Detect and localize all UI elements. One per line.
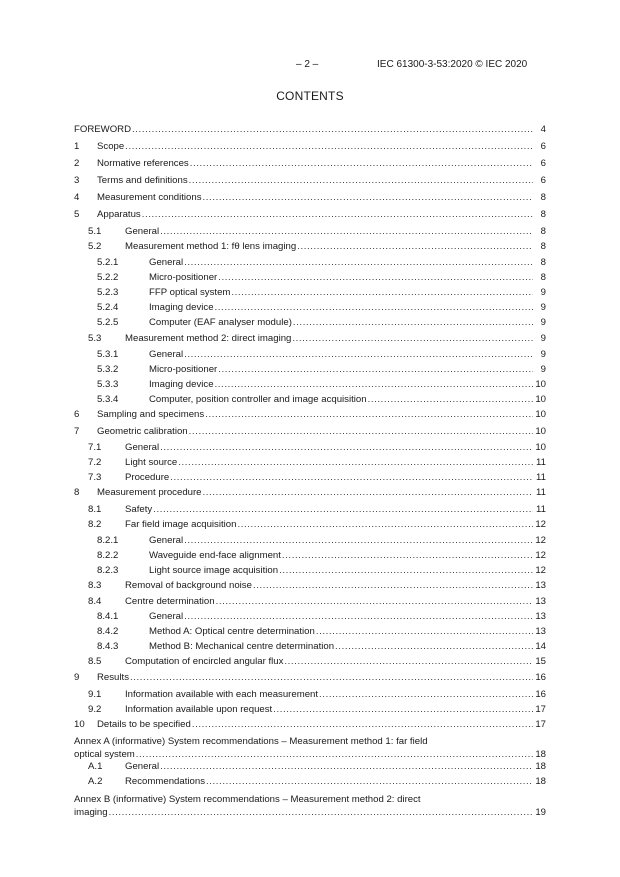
toc-entry[interactable] xyxy=(74,518,546,531)
toc-entry-number: 10 xyxy=(74,719,85,730)
toc-entry-number: 6 xyxy=(74,409,80,420)
toc-entry[interactable] xyxy=(74,534,546,547)
toc-entry[interactable] xyxy=(74,393,546,406)
toc-entry-number: 7 xyxy=(74,426,80,437)
toc-entry-title: Measurement conditions xyxy=(97,192,202,203)
toc-entry-number: 5.2.2 xyxy=(97,272,119,283)
dot-leader xyxy=(284,655,533,668)
dot-leader xyxy=(184,534,533,547)
toc-entry-title: optical system xyxy=(74,749,135,760)
dot-leader xyxy=(170,471,533,484)
toc-entry[interactable] xyxy=(74,441,546,454)
toc-entry-number: 3 xyxy=(74,175,80,186)
dot-leader xyxy=(184,348,533,361)
toc-entry-page: 8 xyxy=(540,272,546,283)
toc-entry-number: 8.5 xyxy=(88,656,102,667)
toc-entry-title: FOREWORD xyxy=(74,124,132,135)
dot-leader xyxy=(189,174,533,187)
toc-entry-number: 5.2.1 xyxy=(97,257,119,268)
dot-leader xyxy=(189,425,533,438)
toc-entry[interactable] xyxy=(74,625,546,638)
toc-entry-page: 12 xyxy=(535,550,546,561)
dot-leader xyxy=(231,286,533,299)
toc-entry-title-line1: Annex A (informative) System recommendations – Measurement method 1: far field xyxy=(74,736,428,747)
toc-entry-number: 5.2.5 xyxy=(97,317,119,328)
dot-leader xyxy=(205,408,533,421)
dot-leader xyxy=(273,703,533,716)
toc-entry[interactable] xyxy=(74,735,546,761)
dot-leader xyxy=(160,760,533,773)
toc-entry-page: 16 xyxy=(535,672,546,683)
toc-entry-number: 9.2 xyxy=(88,704,102,715)
toc-entry-page: 18 xyxy=(535,761,546,772)
toc-entry-page: 13 xyxy=(535,611,546,622)
toc-entry-page: 8 xyxy=(540,192,546,203)
toc-entry-page: 8 xyxy=(540,209,546,220)
dot-leader xyxy=(160,441,533,454)
document-id: IEC 61300-3-53:2020 © IEC 2020 xyxy=(377,59,528,70)
toc-entry-number: 8.4 xyxy=(88,596,102,607)
dot-leader xyxy=(130,671,533,684)
toc-entry-page: 13 xyxy=(535,580,546,591)
toc-entry-title: Measurement method 1: fθ lens imaging xyxy=(125,241,297,252)
dot-leader xyxy=(153,503,533,516)
toc-entry-title: Computation of encircled angular flux xyxy=(125,656,284,667)
page-title: CONTENTS xyxy=(276,89,344,103)
page-number: – 2 – xyxy=(296,59,319,70)
toc-entry-page: 10 xyxy=(535,379,546,390)
toc-entry-number: 5.3.2 xyxy=(97,364,119,375)
toc-entry-page: 11 xyxy=(536,504,546,515)
toc-entry-title: General xyxy=(125,442,160,453)
toc-entry-title: Computer (EAF analyser module) xyxy=(149,317,292,328)
dot-leader xyxy=(319,688,533,701)
toc-entry-title: Light source image acquisition xyxy=(149,565,279,576)
toc-entry-title: Micro-positioner xyxy=(149,272,218,283)
dot-leader xyxy=(132,123,533,136)
toc-entry-number: 5.3.3 xyxy=(97,379,119,390)
dot-leader xyxy=(218,363,533,376)
toc-entry-page: 8 xyxy=(540,257,546,268)
dot-leader xyxy=(125,140,533,153)
toc-entry[interactable] xyxy=(74,610,546,623)
toc-entry-number: 9.1 xyxy=(88,689,102,700)
dot-leader xyxy=(335,640,533,653)
toc-entry-page: 6 xyxy=(540,141,546,152)
toc-entry[interactable] xyxy=(74,240,546,253)
toc-entry-page: 14 xyxy=(535,641,546,652)
dot-leader xyxy=(293,316,533,329)
toc-entry-number: 5 xyxy=(74,209,80,220)
toc-entry[interactable] xyxy=(74,595,546,608)
toc-entry[interactable] xyxy=(74,378,546,391)
toc-entry[interactable] xyxy=(74,140,546,153)
toc-entry[interactable] xyxy=(74,174,546,187)
toc-entry-title: Light source xyxy=(125,457,178,468)
toc-entry-number: 8.4.1 xyxy=(97,611,119,622)
toc-entry-page: 13 xyxy=(535,626,546,637)
toc-entry-title: Measurement method 2: direct imaging xyxy=(125,333,292,344)
toc-entry-title: FFP optical system xyxy=(149,287,231,298)
toc-entry-title: Geometric calibration xyxy=(97,426,188,437)
toc-entry-page: 9 xyxy=(540,333,546,344)
toc-entry-page: 9 xyxy=(540,302,546,313)
toc-entry-number: 4 xyxy=(74,192,80,203)
toc-entry-page: 9 xyxy=(540,349,546,360)
toc-entry[interactable] xyxy=(74,564,546,577)
toc-entry-title: Procedure xyxy=(125,472,170,483)
toc-entry-title: Computer, position controller and image acquisition xyxy=(149,394,367,405)
dot-leader xyxy=(253,579,533,592)
toc-entry-page: 4 xyxy=(540,124,546,135)
toc-entry-title: Removal of background noise xyxy=(125,580,252,591)
toc-entry-title: General xyxy=(149,611,184,622)
toc-entry-page: 11 xyxy=(536,472,546,483)
toc-entry-title: Scope xyxy=(97,141,125,152)
toc-entry-number: 7.3 xyxy=(88,472,102,483)
toc-entry-number: 5.2.3 xyxy=(97,287,119,298)
toc-entry-title: Micro-positioner xyxy=(149,364,218,375)
toc-entry[interactable] xyxy=(74,316,546,329)
dot-leader xyxy=(178,456,533,469)
dot-leader xyxy=(279,564,533,577)
toc-entry-title: General xyxy=(125,226,160,237)
toc-entry-title: Terms and definitions xyxy=(97,175,188,186)
toc-entry[interactable] xyxy=(74,456,546,469)
toc-entry[interactable] xyxy=(74,425,546,438)
toc-entry[interactable] xyxy=(74,332,546,345)
toc-entry[interactable] xyxy=(74,208,546,221)
toc-entry[interactable] xyxy=(74,688,546,701)
toc-entry-title: Measurement procedure xyxy=(97,487,202,498)
toc-entry[interactable] xyxy=(74,123,546,136)
toc-entry-page: 8 xyxy=(540,241,546,252)
dot-leader xyxy=(160,225,533,238)
toc-entry-title: General xyxy=(149,349,184,360)
toc-entry-number: A.2 xyxy=(88,776,103,787)
toc-entry-title: imaging xyxy=(74,807,108,818)
toc-entry-number: 5.3.1 xyxy=(97,349,119,360)
toc-entry-title: General xyxy=(149,535,184,546)
toc-entry-title: Far field image acquisition xyxy=(125,519,237,530)
toc-entry[interactable] xyxy=(74,301,546,314)
dot-leader xyxy=(190,157,533,170)
toc-entry-page: 10 xyxy=(535,409,546,420)
toc-entry[interactable] xyxy=(74,503,546,516)
toc-entry[interactable] xyxy=(74,271,546,284)
toc-entry-page: 10 xyxy=(535,426,546,437)
toc-entry[interactable] xyxy=(74,225,546,238)
dot-leader xyxy=(282,549,533,562)
toc-entry-number: 8.2.3 xyxy=(97,565,119,576)
toc-entry-number: 8.2.1 xyxy=(97,535,119,546)
toc-entry-title: General xyxy=(125,761,160,772)
toc-entry-page: 17 xyxy=(535,704,546,715)
toc-entry-number: 5.2.4 xyxy=(97,302,119,313)
toc-entry-page: 12 xyxy=(535,565,546,576)
toc-entry[interactable] xyxy=(74,348,546,361)
dot-leader xyxy=(215,301,533,314)
toc-entry-number: 5.1 xyxy=(88,226,102,237)
toc-entry[interactable] xyxy=(74,703,546,716)
toc-entry-page: 8 xyxy=(540,226,546,237)
toc-entry-page: 12 xyxy=(535,535,546,546)
dot-leader xyxy=(368,393,533,406)
toc-entry-page: 17 xyxy=(535,719,546,730)
toc-entry-number: 5.3 xyxy=(88,333,102,344)
toc-entry[interactable] xyxy=(74,256,546,269)
dot-leader xyxy=(215,378,533,391)
toc-entry[interactable] xyxy=(74,655,546,668)
toc-entry-page: 9 xyxy=(540,287,546,298)
toc-entry[interactable] xyxy=(74,579,546,592)
toc-entry-page: 12 xyxy=(535,519,546,530)
toc-entry-number: A.1 xyxy=(88,761,103,772)
dot-leader xyxy=(192,718,533,731)
toc-entry-number: 7.2 xyxy=(88,457,102,468)
toc-entry-title: Centre determination xyxy=(125,596,215,607)
dot-leader xyxy=(216,595,533,608)
toc-entry[interactable] xyxy=(74,671,546,684)
toc-entry-page: 18 xyxy=(535,749,546,760)
toc-entry[interactable] xyxy=(74,549,546,562)
toc-entry[interactable] xyxy=(74,486,546,499)
toc-entry-page: 13 xyxy=(535,596,546,607)
toc-entry-number: 8.2.2 xyxy=(97,550,119,561)
toc-entry-title: Waveguide end-face alignment xyxy=(149,550,281,561)
toc-entry-page: 11 xyxy=(536,487,546,498)
toc-entry-page: 6 xyxy=(540,175,546,186)
toc-entry[interactable] xyxy=(74,408,546,421)
toc-entry-title: Normative references xyxy=(97,158,189,169)
toc-entry-page: 10 xyxy=(535,394,546,405)
dot-leader xyxy=(297,240,533,253)
toc-entry-number: 2 xyxy=(74,158,80,169)
toc-entry-number: 8.1 xyxy=(88,504,102,515)
toc-entry[interactable] xyxy=(74,760,546,773)
toc-entry[interactable] xyxy=(74,363,546,376)
toc-entry-page: 11 xyxy=(536,457,546,468)
dot-leader xyxy=(184,256,533,269)
toc-entry[interactable] xyxy=(74,793,546,819)
toc-entry-number: 5.3.4 xyxy=(97,394,119,405)
dot-leader xyxy=(292,332,533,345)
toc-entry-title: Imaging device xyxy=(149,379,214,390)
toc-entry-title: Recommendations xyxy=(125,776,205,787)
toc-entry-page: 10 xyxy=(535,442,546,453)
toc-entry-page: 6 xyxy=(540,158,546,169)
toc-entry-number: 8.3 xyxy=(88,580,102,591)
toc-entry-title: Information available with each measurement xyxy=(125,689,319,700)
dot-leader xyxy=(109,806,533,819)
toc-entry-number: 8.2 xyxy=(88,519,102,530)
toc-entry-title: Method A: Optical centre determination xyxy=(149,626,315,637)
toc-entry-page: 18 xyxy=(535,776,546,787)
toc-entry-title: Sampling and specimens xyxy=(97,409,205,420)
toc-entry-page: 9 xyxy=(540,364,546,375)
toc-entry-number: 8 xyxy=(74,487,80,498)
toc-entry-number: 7.1 xyxy=(88,442,102,453)
toc-entry-title: Apparatus xyxy=(97,209,141,220)
toc-entry-title: Results xyxy=(97,672,129,683)
toc-entry[interactable] xyxy=(74,775,546,788)
toc-entry[interactable] xyxy=(74,286,546,299)
toc-entry[interactable] xyxy=(74,471,546,484)
toc-entry-title-line1: Annex B (informative) System recommendations – Measurement method 2: direct xyxy=(74,794,421,805)
dot-leader xyxy=(316,625,533,638)
toc-entry-title: Method B: Mechanical centre determination xyxy=(149,641,335,652)
toc-entry[interactable] xyxy=(74,157,546,170)
dot-leader xyxy=(203,486,533,499)
toc-entry-number: 8.4.3 xyxy=(97,641,119,652)
toc-entry-number: 8.4.2 xyxy=(97,626,119,637)
toc-entry-number: 9 xyxy=(74,672,80,683)
toc-entry-title: Details to be specified xyxy=(97,719,191,730)
dot-leader xyxy=(237,518,533,531)
dot-leader xyxy=(142,208,533,221)
toc-entry-title: Information available upon request xyxy=(125,704,273,715)
dot-leader xyxy=(203,191,533,204)
toc-entry-page: 9 xyxy=(540,317,546,328)
toc-entry-page: 16 xyxy=(535,689,546,700)
toc-entry-number: 1 xyxy=(74,141,80,152)
dot-leader xyxy=(206,775,533,788)
dot-leader xyxy=(184,610,533,623)
toc-entry-page: 19 xyxy=(535,807,546,818)
toc-entry-title: Safety xyxy=(125,504,153,515)
toc-entry-title: General xyxy=(149,257,184,268)
dot-leader xyxy=(218,271,533,284)
toc-entry-title: Imaging device xyxy=(149,302,214,313)
toc-entry[interactable] xyxy=(74,191,546,204)
toc-entry[interactable] xyxy=(74,718,546,731)
toc-entry[interactable] xyxy=(74,640,546,653)
toc-entry-page: 15 xyxy=(535,656,546,667)
toc-entry-number: 5.2 xyxy=(88,241,102,252)
